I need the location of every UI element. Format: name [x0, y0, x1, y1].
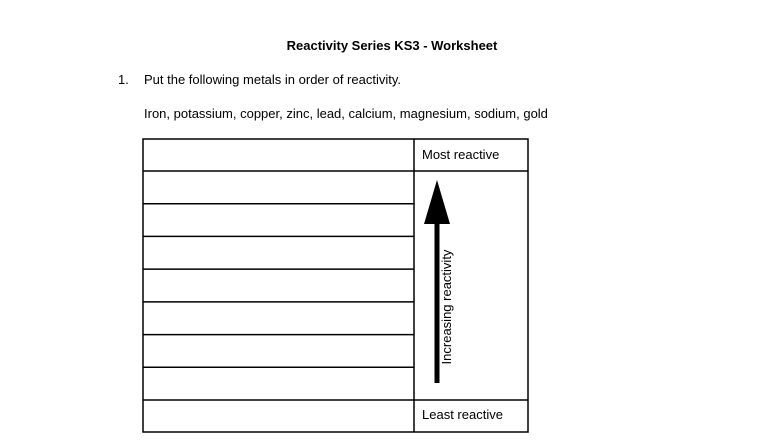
arrow-up-icon: [424, 180, 450, 224]
answer-cell-8[interactable]: [143, 368, 414, 400]
question-number: 1.: [118, 72, 129, 87]
answer-cell-2[interactable]: [143, 172, 414, 204]
answer-cell-7[interactable]: [143, 335, 414, 367]
answer-cell-1[interactable]: [143, 139, 414, 171]
worksheet-title: Reactivity Series KS3 - Worksheet: [286, 38, 498, 53]
answer-cell-9[interactable]: [143, 401, 414, 432]
answer-cell-3[interactable]: [143, 205, 414, 237]
question-1: [118, 71, 401, 89]
question-text: Put the following metals in order of reactivity.: [144, 72, 401, 87]
answer-cell-4[interactable]: [143, 237, 414, 269]
increasing-reactivity-label: Increasing reactivity: [439, 249, 454, 365]
answer-cell-6[interactable]: [143, 303, 414, 335]
answer-cell-5[interactable]: [143, 270, 414, 302]
metals-list: Iron, potassium, copper, zinc, lead, calcium, magnesium, sodium, gold: [144, 106, 548, 121]
most-reactive-label: Most reactive: [422, 147, 500, 162]
least-reactive-label: Least reactive: [422, 407, 503, 422]
